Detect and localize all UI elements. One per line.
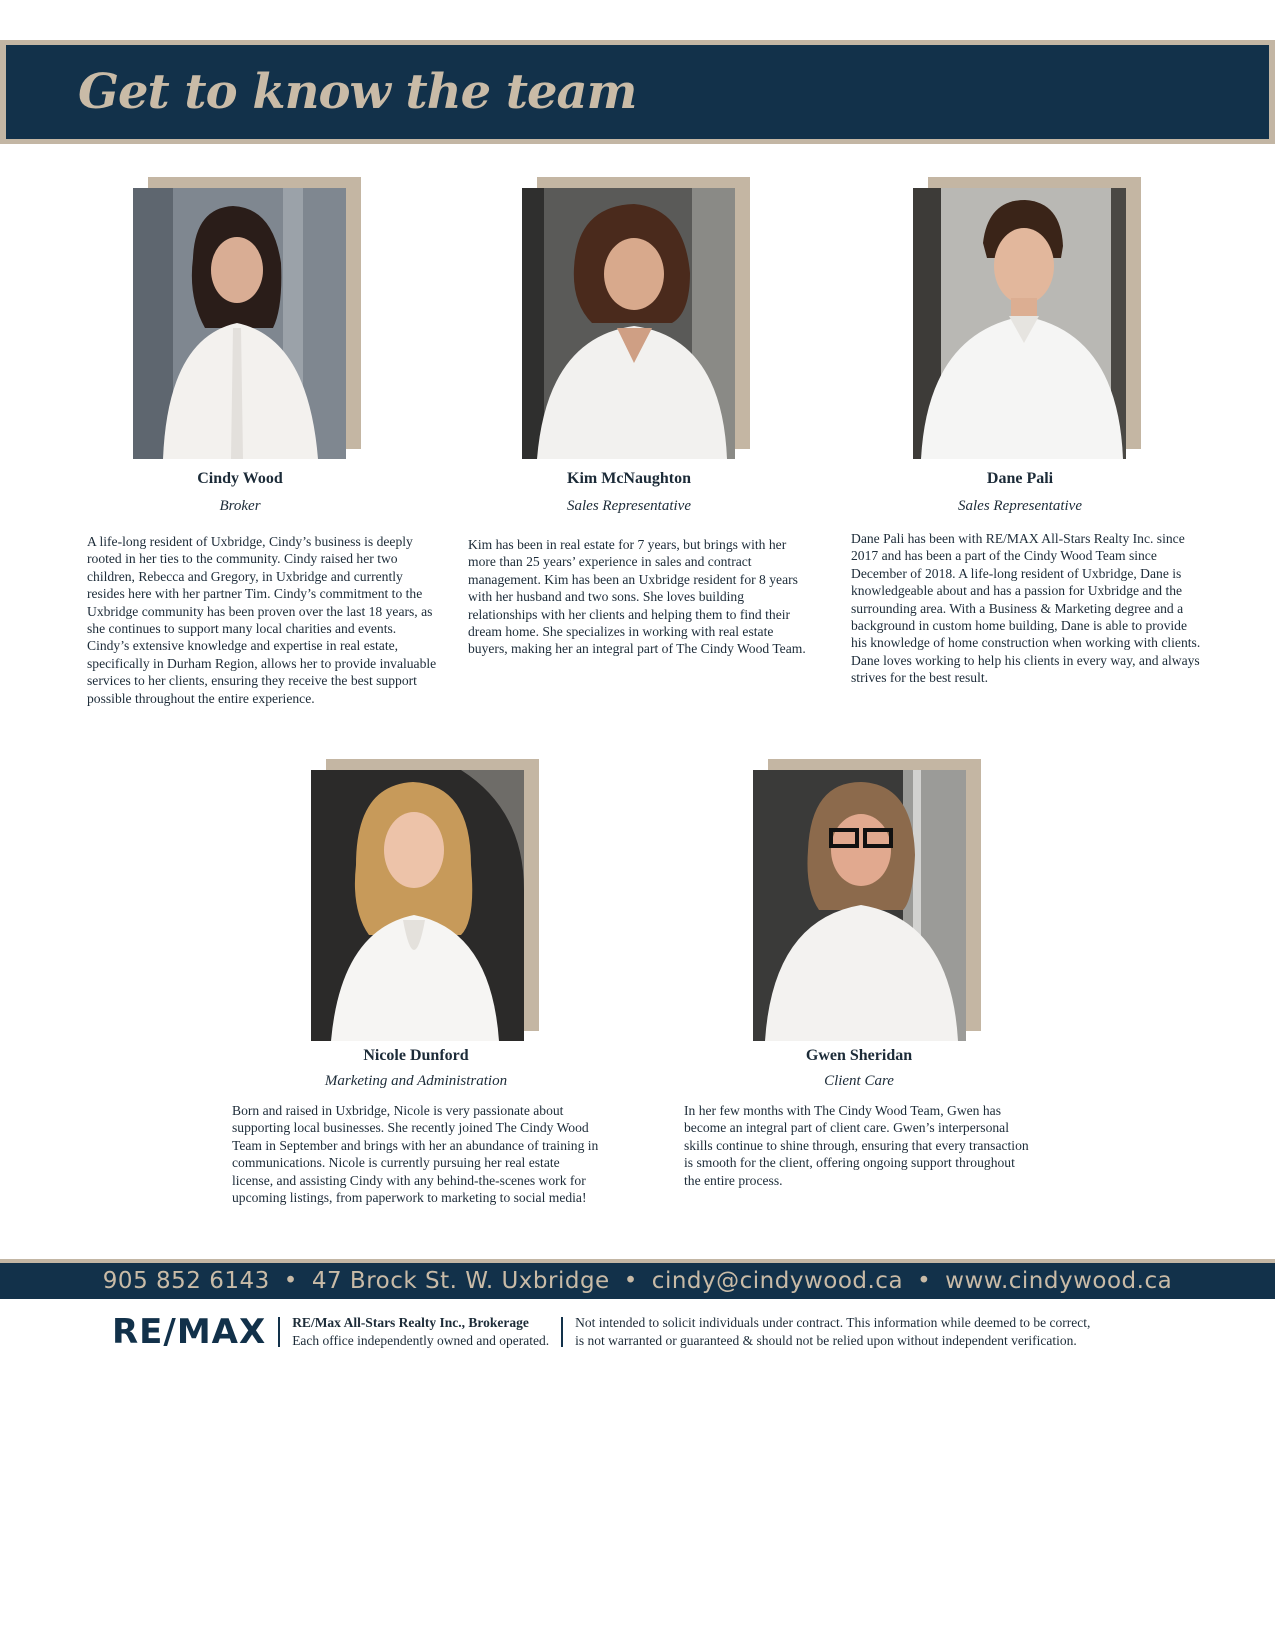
member-bio: A life-long resident of Uxbridge, Cindy’s business is deeply rooted in her ties to the community. Cindy raised her two children, Rebecca and Gregory, in Uxbridge and currently resides here with her partner Tim. Cindy’s commitment to the Uxbridge community has been proven over the last 18 years, as she continues to support many local charities and events. Cindy’s extensive knowledge and expertise in real estate, specifically in Durham Region, allows her to provide invaluable services to her clients, ensuring they receive the best support possible throughout the entire experience. [87, 534, 437, 706]
photo-frame [913, 177, 1141, 459]
photo-frame [311, 759, 539, 1041]
phone-number[interactable]: 905 852 6143 [102, 1268, 270, 1294]
contact-bar [0, 1259, 1275, 1299]
member-bio: Born and raised in Uxbridge, Nicole is very passionate about supporting local businesses. She recently joined The Cindy Wood Team in September and brings with her an abundance of training in communications. Nicole is currently pursuing her real estate license, and assisting Cindy with any behind-the-scenes work for upcoming listings, from paperwork to marketing to social media! [232, 1103, 599, 1206]
member-bio: In her few months with The Cindy Wood Team, Gwen has become an integral part of client care. Gwen’s interpersonal skills continue to shine through, ensuring that every transaction is smooth for the client, offering ongoing support throughout the entire process. [684, 1103, 1029, 1188]
member-name: Nicole Dunford [363, 1047, 469, 1064]
member-role: Broker [219, 498, 261, 514]
disclaimer [575, 1314, 1090, 1350]
portrait-photo [753, 770, 966, 1041]
member-role: Sales Representative [567, 498, 691, 514]
page-title: Get to know the team [78, 64, 637, 120]
member-role: Marketing and Administration [324, 1073, 508, 1089]
separator-dot: • [623, 1268, 638, 1294]
member-name: Dane Pali [986, 470, 1054, 487]
divider [278, 1317, 280, 1347]
member-bio: Kim has been in real estate for 7 years, but brings with her more than 25 years’ experience in sales and contract management. Kim has been an Uxbridge resident for 8 years with her husband and two sons. She loves building relationships with her clients and helping them to find their dream home. She specializes in working with real estate buyers, making her an integral part of The Cindy Wood Team. [468, 537, 806, 657]
brokerage-note: Each office independently owned and operated. [292, 1333, 550, 1348]
disclaimer-line: Not intended to solicit individuals under contract. This information while deemed to be correct, [575, 1315, 1091, 1330]
portrait-photo [133, 188, 346, 459]
member-name: Kim McNaughton [567, 470, 691, 487]
contact-bar-inner [0, 1263, 1275, 1299]
remax-logo: RE/MAX [112, 1312, 267, 1352]
disclaimer-line: is not warranted or guaranteed & should not be relied upon without independent verification. [575, 1333, 1077, 1348]
photo-frame [522, 177, 750, 459]
portrait-photo [522, 188, 735, 459]
website-link[interactable]: www.cindywood.ca [945, 1268, 1173, 1294]
portrait-photo [913, 188, 1126, 459]
brokerage-line [112, 1312, 1090, 1352]
portrait-photo [311, 770, 524, 1041]
separator-dot: • [283, 1268, 298, 1294]
separator-dot: • [917, 1268, 932, 1294]
member-role: Client Care [824, 1073, 894, 1089]
photo-frame [753, 759, 981, 1041]
header-banner [0, 40, 1275, 144]
member-role: Sales Representative [958, 498, 1082, 514]
member-bio: Dane Pali has been with RE/MAX All-Stars Realty Inc. since 2017 and has been a part of the Cindy Wood Team since December of 2018. A life-long resident of Uxbridge, Dane is knowledgeable about and has a passion for Uxbridge and the surrounding area. With a Business & Marketing degree and a background in custom home building, Dane is able to provide his knowledge of home construction when working with clients. Dane loves working to help his clients in every way, and always strives for the best result. [851, 531, 1201, 686]
member-name: Cindy Wood [197, 470, 283, 487]
brokerage-name: RE/Max All-Stars Realty Inc., Brokerage [292, 1315, 529, 1330]
brokerage-info [292, 1314, 549, 1350]
divider [561, 1317, 563, 1347]
email-link[interactable]: cindy@cindywood.ca [651, 1268, 904, 1294]
office-address: 47 Brock St. W. Uxbridge [311, 1268, 610, 1294]
member-name: Gwen Sheridan [805, 1047, 913, 1064]
photo-frame [133, 177, 361, 459]
header-banner-inner [6, 45, 1269, 139]
